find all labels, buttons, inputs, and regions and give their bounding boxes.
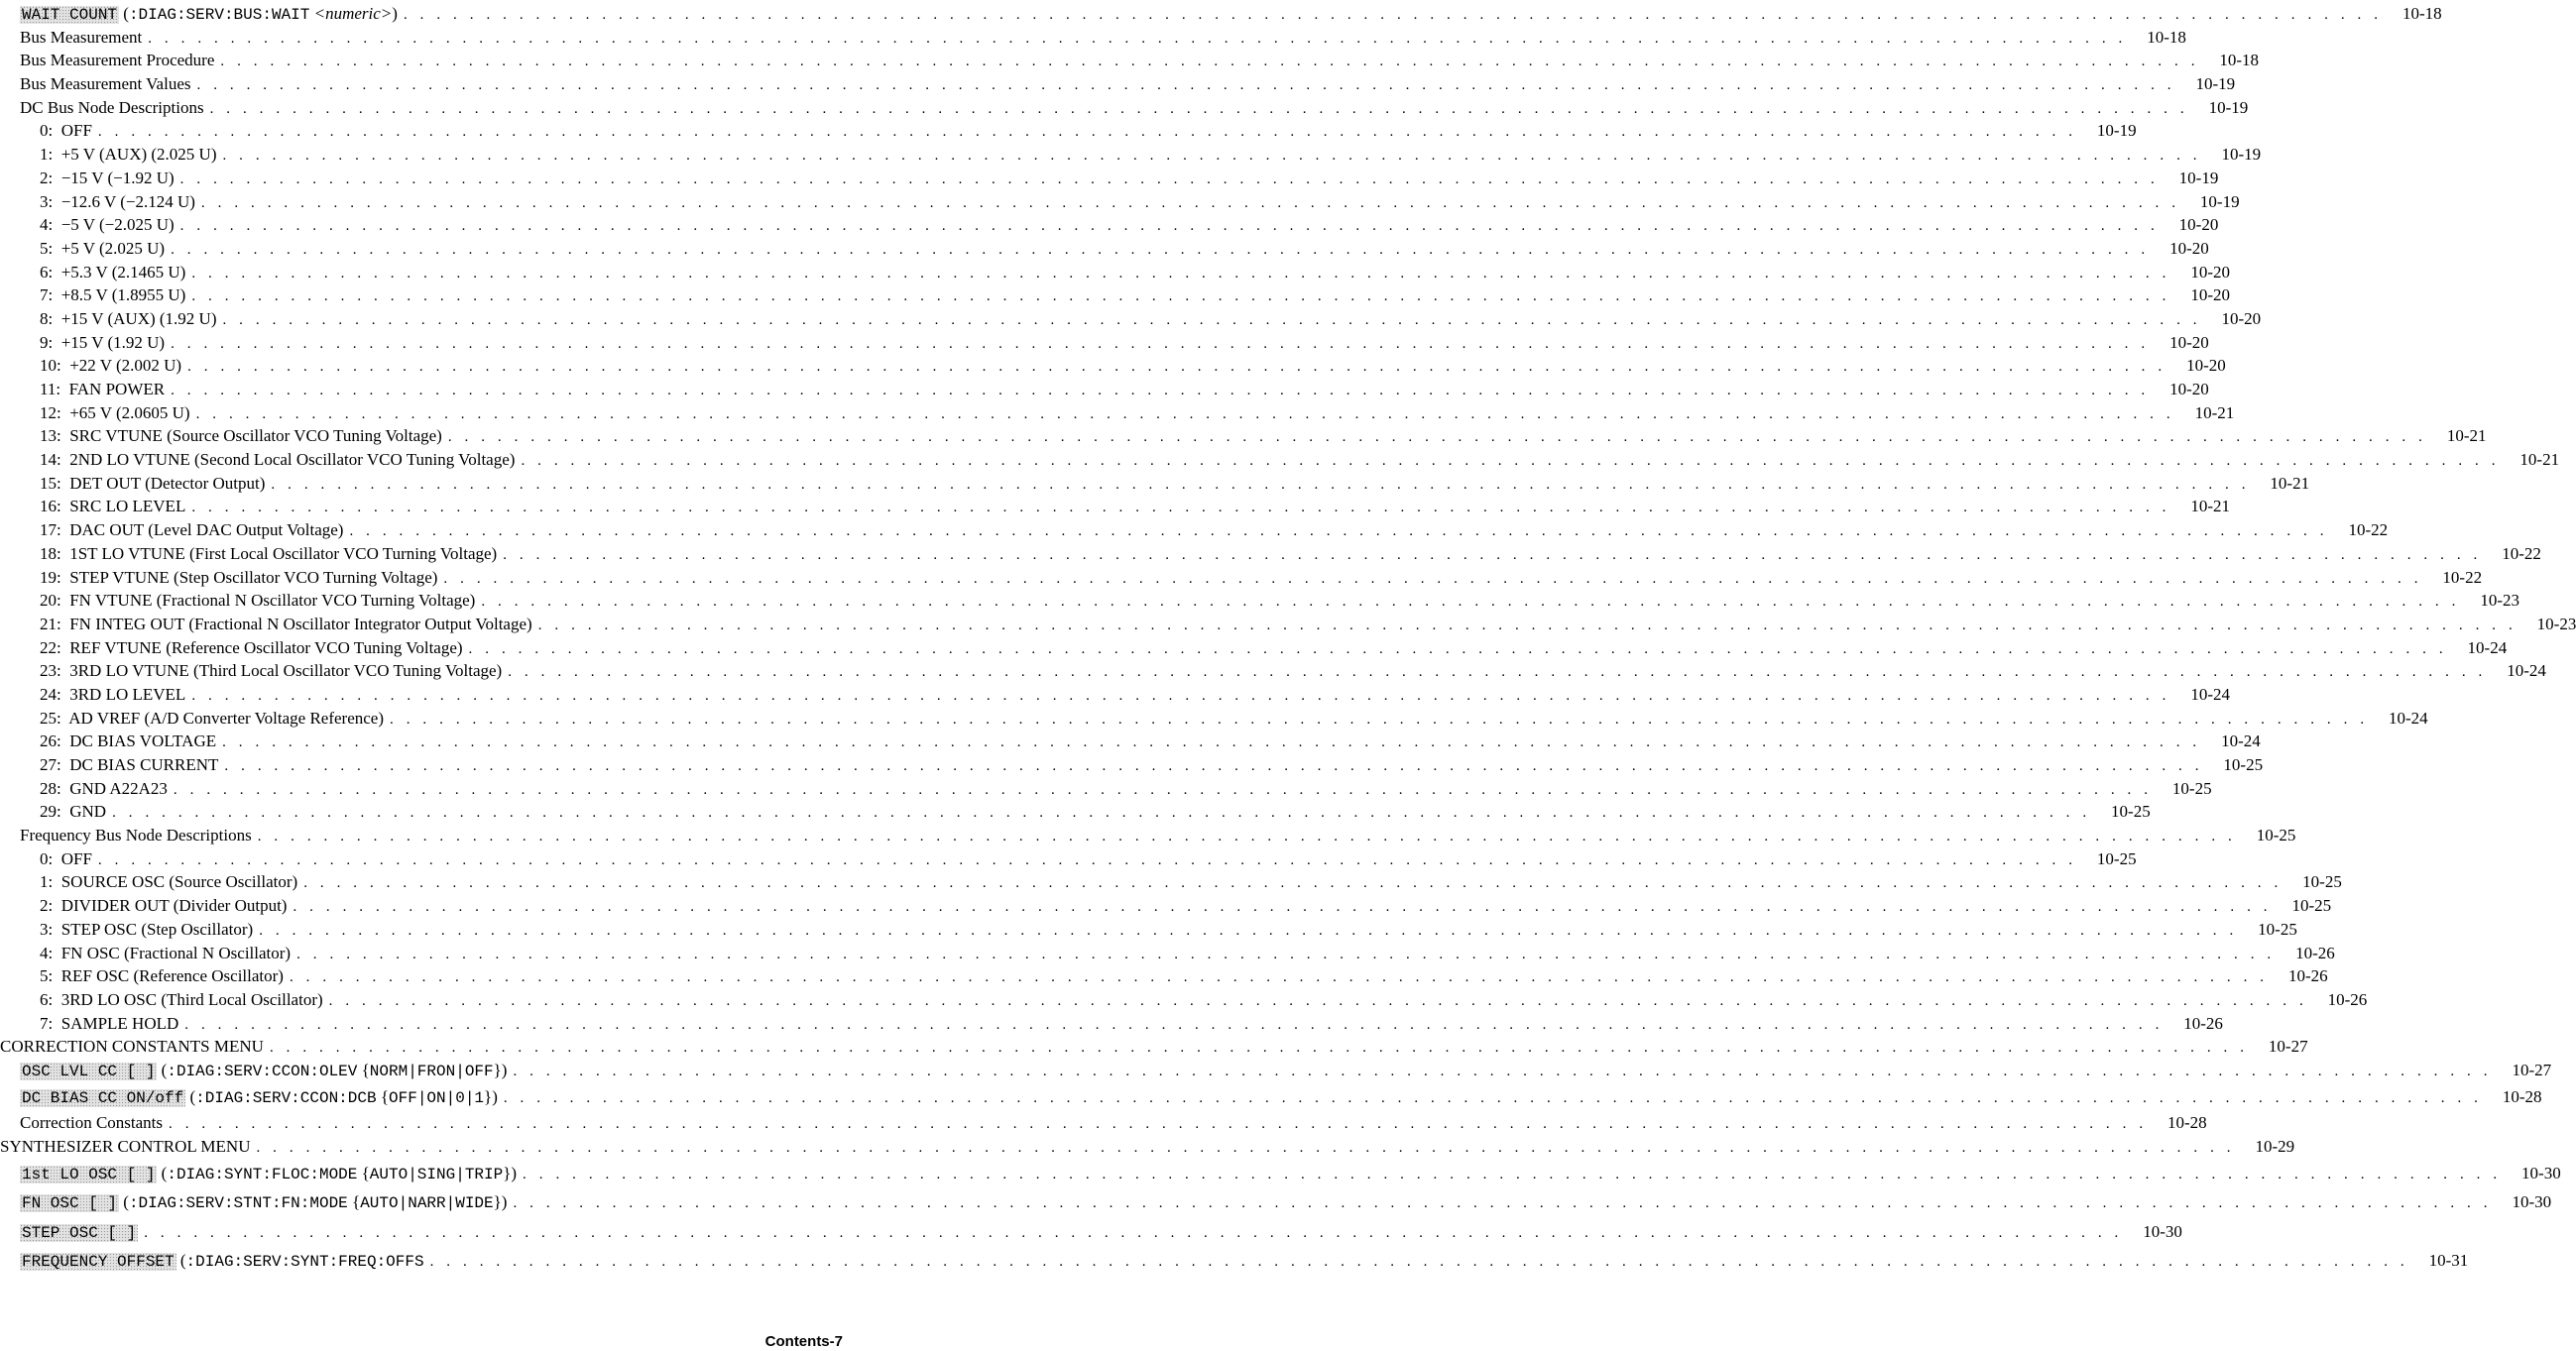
- page-number: 10-18: [2147, 27, 2186, 47]
- toc-entry-title: [40, 847, 92, 871]
- toc-entry-title: [20, 2, 398, 28]
- toc-entry-title: [40, 448, 515, 472]
- toc-entry: [0, 1187, 2552, 1217]
- leader-dots: . . . . . . . . . . . . . . . . . . . . . . . . . . . . . . . . . . . . . . . . . . . . . . . . . . . . . . . . . . . . . . . . . . . . . . . . . . . . . . . . . . . . . . . . . . . . . . . . . . . . . . . . . . . . . . . . . . . . . . . .: [390, 711, 2369, 728]
- toc-entry-title: [0, 1035, 264, 1059]
- toc-entry: [0, 26, 2186, 50]
- leader-dots: . . . . . . . . . . . . . . . . . . . . . . . . . . . . . . . . . . . . . . . . . . . . . . . . . . . . . . . . . . . . . . . . . . . . . . . . . . . . . . . . . . . . . . . . . . . . . . . . . . . . . . . . . . . . . . . . . . . . . . . .: [523, 1166, 2502, 1182]
- leader-dots: . . . . . . . . . . . . . . . . . . . . . . . . . . . . . . . . . . . . . . . . . . . . . . . . . . . . . . . . . . . . . . . . . . . . . . . . . . . . . . . . . . . . . . . . . . . . . . . . . . . . . . . . . . . . . . . . . . . . . . . .: [293, 899, 2273, 916]
- leader-dots: . . . . . . . . . . . . . . . . . . . . . . . . . . . . . . . . . . . . . . . . . . . . . . . . . . . . . . . . . . . . . . . . . . . . . . . . . . . . . . . . . . . . . . . . . . . . . . . . . . . . . . . . . . . . . . . . . . . . . . . .: [468, 640, 2448, 657]
- toc-entry: [0, 707, 2428, 731]
- page-number: 10-25: [2258, 919, 2297, 939]
- toc-entry: [0, 49, 2260, 72]
- toc-entry: [0, 378, 2209, 401]
- leader-dots: . . . . . . . . . . . . . . . . . . . . . . . . . . . . . . . . . . . . . . . . . . . . . . . . . . . . . . . . . . . . . . . . . . . . . . . . . . . . . . . . . . . . . . . . . . . . . . . . . . . . . . . . . . . . . . . . . . . . . . . .: [537, 617, 2517, 633]
- toc-entry-title: [20, 1246, 424, 1278]
- entry-text-text2: {: [357, 1163, 370, 1182]
- toc-entry-title: [40, 518, 343, 542]
- toc-entry-title: [40, 753, 218, 777]
- entry-text-mono: :DIAG:SYNT:FLOC:MODE: [167, 1165, 358, 1183]
- page-number: 10-21: [2519, 450, 2560, 470]
- leader-dots: . . . . . . . . . . . . . . . . . . . . . . . . . . . . . . . . . . . . . . . . . . . . . . . . . . . . . . . . . . . . . . . . . . . . . . . . . . . . . . . . . . . . . . . . . . . . . . . . . . . . . . . . . . . . . . . . . . . . . . . .: [269, 1040, 2249, 1057]
- leader-dots: . . . . . . . . . . . . . . . . . . . . . . . . . . . . . . . . . . . . . . . . . . . . . . . . . . . . . . . . . . . . . . . . . . . . . . . . . . . . . . . . . . . . . . . . . . . . . . . . . . . . . . . . . . . . . . . . . . . . . . . .: [179, 218, 2160, 235]
- leader-dots: . . . . . . . . . . . . . . . . . . . . . . . . . . . . . . . . . . . . . . . . . . . . . . . . . . . . . . . . . . . . . . . . . . . . . . . . . . . . . . . . . . . . . . . . . . . . . . . . . . . . . . . . . . . . . . . . . . . . . . . .: [191, 687, 2170, 704]
- toc-entry-title: [20, 1187, 507, 1219]
- leader-dots: . . . . . . . . . . . . . . . . . . . . . . . . . . . . . . . . . . . . . . . . . . . . . . . . . . . . . . . . . . . . . . . . . . . . . . . . . . . . . . . . . . . . . . . . . . . . . . . . . . . . . . . . . . . . . . . . . . . . . . . .: [191, 265, 2170, 281]
- page-number: 10-19: [2221, 145, 2262, 165]
- entry-text-text: Bus Measurement Procedure: [20, 51, 215, 70]
- toc-entry: [0, 237, 2209, 261]
- toc-entry-title: [40, 424, 442, 448]
- entry-text-text: 11: FAN POWER: [40, 380, 166, 398]
- entry-text-tail: }): [493, 1060, 508, 1079]
- entry-text-tail: ): [392, 4, 398, 23]
- toc-entry-title: [40, 190, 195, 214]
- toc-entry-title: [40, 1012, 178, 1036]
- page-number: 10-25: [2111, 802, 2151, 822]
- page-number: 10-25: [2096, 848, 2137, 868]
- toc-entry-title: [40, 659, 502, 683]
- toc-entry-title: [40, 401, 190, 425]
- toc-entry: [0, 777, 2212, 801]
- page-number: 10-22: [2442, 567, 2483, 587]
- toc-entry-title: [40, 777, 168, 801]
- entry-text-tail: }): [503, 1163, 518, 1182]
- toc-entry: [0, 448, 2560, 472]
- toc-entry-title: [40, 566, 437, 590]
- page-number: 10-20: [2221, 308, 2262, 328]
- leader-dots: . . . . . . . . . . . . . . . . . . . . . . . . . . . . . . . . . . . . . . . . . . . . . . . . . . . . . . . . . . . . . . . . . . . . . . . . . . . . . . . . . . . . . . . . . . . . . . . . . . . . . . . . . . . . . . . . . . . . . . . .: [271, 476, 2251, 493]
- page-number: 10-26: [2295, 943, 2335, 962]
- page-number: 10-25: [2256, 826, 2296, 845]
- entry-text-mono: :DIAG:SERV:CCON:OLEV: [167, 1062, 358, 1080]
- entry-text-text: SYNTHESIZER CONTROL MENU: [0, 1136, 251, 1156]
- toc-entry: [0, 1246, 2469, 1276]
- page-number: 10-31: [2428, 1251, 2469, 1270]
- leader-dots: . . . . . . . . . . . . . . . . . . . . . . . . . . . . . . . . . . . . . . . . . . . . . . . . . . . . . . . . . . . . . . . . . . . . . . . . . . . . . . . . . . . . . . . . . . . . . . . . . . . . . . . . . . . . . . . . . . . . . . . .: [224, 758, 2204, 774]
- page-number: 10-26: [2327, 989, 2368, 1009]
- leader-dots: . . . . . . . . . . . . . . . . . . . . . . . . . . . . . . . . . . . . . . . . . . . . . . . . . . . . . . . . . . . . . . . . . . . . . . . . . . . . . . . . . . . . . . . . . . . . . . . . . . . . . . . . . . . . . . . . . . . . . . . .: [97, 851, 2077, 868]
- entry-text-text: (: [185, 1086, 196, 1106]
- toc-entry-title: [40, 283, 185, 307]
- entry-text-text: (: [119, 4, 129, 23]
- entry-text-text: 17: DAC OUT (Level DAC Output Voltage): [40, 520, 344, 540]
- leader-dots: . . . . . . . . . . . . . . . . . . . . . . . . . . . . . . . . . . . . . . . . . . . . . . . . . . . . . . . . . . . . . . . . . . . . . . . . . . . . . . . . . . . . . . . . . . . . . . . . . . . . . . . . . . . . . . . . . . . . . . . .: [195, 405, 2175, 422]
- page-number: 10-25: [2302, 872, 2342, 892]
- page-number: 10-20: [2190, 285, 2230, 305]
- entry-text-text: DC Bus Node Descriptions: [20, 97, 204, 117]
- entry-text-mono2: OFF|ON|0|1: [389, 1088, 485, 1107]
- entry-text-text: 14: 2ND LO VTUNE (Second Local Oscillator VCO Tuning Voltage): [40, 450, 516, 470]
- page-number: 10-30: [2143, 1221, 2182, 1241]
- entry-text-text: 21: FN INTEG OUT (Fractional N Oscillator Integrator Output Voltage): [40, 614, 532, 633]
- toc-entry-title: [20, 1082, 498, 1114]
- entry-text-text: 28: GND A22A23: [40, 778, 168, 798]
- entry-text-mono2: NORM|FRON|OFF: [369, 1062, 494, 1080]
- toc-entry: [0, 1111, 2207, 1135]
- leader-dots: . . . . . . . . . . . . . . . . . . . . . . . . . . . . . . . . . . . . . . . . . . . . . . . . . . . . . . . . . . . . . . . . . . . . . . . . . . . . . . . . . . . . . . . . . . . . . . . . . . . . . . . . . . . . . . . . . . . . . . . .: [259, 922, 2238, 939]
- leader-dots: . . . . . . . . . . . . . . . . . . . . . . . . . . . . . . . . . . . . . . . . . . . . . . . . . . . . . . . . . . . . . . . . . . . . . . . . . . . . . . . . . . . . . . . . . . . . . . . . . . . . . . . . . . . . . . . . . . . . . . . .: [171, 241, 2150, 258]
- softkey-label: DC BIAS CC ON/off: [22, 1088, 184, 1107]
- page-number: 10-20: [2186, 356, 2226, 376]
- page-number: 10-20: [2178, 215, 2219, 235]
- toc-entry: [0, 307, 2262, 331]
- leader-dots: . . . . . . . . . . . . . . . . . . . . . . . . . . . . . . . . . . . . . . . . . . . . . . . . . . . . . . . . . . . . . . . . . . . . . . . . . . . . . . . . . . . . . . . . . . . . . . . . . . . . . . . . . . . . . . . . . . . . . . . .: [222, 311, 2202, 328]
- toc-entry-title: [40, 237, 165, 261]
- toc-entry: [0, 894, 2332, 918]
- entry-text-italic: <numeric>: [309, 4, 393, 23]
- leader-dots: . . . . . . . . . . . . . . . . . . . . . . . . . . . . . . . . . . . . . . . . . . . . . . . . . . . . . . . . . . . . . . . . . . . . . . . . . . . . . . . . . . . . . . . . . . . . . . . . . . . . . . . . . . . . . . . . . . . . . . . .: [222, 734, 2201, 751]
- leader-dots: . . . . . . . . . . . . . . . . . . . . . . . . . . . . . . . . . . . . . . . . . . . . . . . . . . . . . . . . . . . . . . . . . . . . . . . . . . . . . . . . . . . . . . . . . . . . . . . . . . . . . . . . . . . . . . . . . . . . . . . .: [191, 500, 2170, 516]
- toc-entry-title: [20, 1111, 163, 1135]
- page-number: 10-23: [2480, 591, 2519, 611]
- entry-text-text: 20: FN VTUNE (Fractional N Oscillator VCO Turning Voltage): [40, 591, 476, 611]
- entry-text-text: 2: −15 V (−1.92 U): [40, 168, 175, 187]
- toc-entry: [0, 824, 2296, 847]
- page-number: 10-21: [2190, 497, 2230, 516]
- entry-text-text: 24: 3RD LO LEVEL: [40, 684, 186, 704]
- leader-dots: . . . . . . . . . . . . . . . . . . . . . . . . . . . . . . . . . . . . . . . . . . . . . . . . . . . . . . . . . . . . . . . . . . . . . . . . . . . . . . . . . . . . . . . . . . . . . . . . . . . . . . . . . . . . . . . . . . . . . . . .: [97, 124, 2077, 141]
- toc-entry-title: [40, 378, 165, 401]
- entry-text-mono: :DIAG:SERV:BUS:WAIT: [128, 6, 310, 24]
- entry-text-text: 4: −5 V (−2.025 U): [40, 215, 175, 235]
- toc-entry: [0, 401, 2235, 425]
- page-number: 10-20: [2169, 380, 2209, 398]
- page-number: 10-24: [2389, 708, 2428, 728]
- entry-text-text: 10: +22 V (2.002 U): [40, 356, 182, 376]
- toc-entry: [0, 988, 2368, 1012]
- toc-entry: [0, 753, 2264, 777]
- toc-entry-title: [40, 964, 284, 988]
- leader-dots: . . . . . . . . . . . . . . . . . . . . . . . . . . . . . . . . . . . . . . . . . . . . . . . . . . . . . . . . . . . . . . . . . . . . . . . . . . . . . . . . . . . . . . . . . . . . . . . . . . . . . . . . . . . . . . . . . . . . . . . .: [257, 829, 2237, 845]
- entry-text-text: 0: OFF: [40, 848, 92, 868]
- leader-dots: . . . . . . . . . . . . . . . . . . . . . . . . . . . . . . . . . . . . . . . . . . . . . . . . . . . . . . . . . . . . . . . . . . . . . . . . . . . . . . . . . . . . . . . . . . . . . . . . . . . . . . . . . . . . . . . . . . . . . . . .: [328, 992, 2308, 1009]
- page-number: 10-22: [2348, 520, 2389, 540]
- entry-text-text: 4: FN OSC (Fractional N Oscillator): [40, 943, 292, 962]
- leader-dots: . . . . . . . . . . . . . . . . . . . . . . . . . . . . . . . . . . . . . . . . . . . . . . . . . . . . . . . . . . . . . . . . . . . . . . . . . . . . . . . . . . . . . . . . . . . . . . . . . . . . . . . . . . . . . . . . . . . . . . . .: [187, 359, 2166, 376]
- entry-text-text: 8: +15 V (AUX) (1.92 U): [40, 308, 217, 328]
- toc-entry-title: [20, 26, 142, 50]
- entry-text-text: 23: 3RD LO VTUNE (Third Local Oscillator VCO Tuning Voltage): [40, 661, 503, 681]
- toc-entry-title: [40, 988, 323, 1012]
- entry-text-text: 26: DC BIAS VOLTAGE: [40, 732, 217, 751]
- entry-text-mono: :DIAG:SERV:SYNT:FREQ:OFFS: [185, 1253, 424, 1271]
- toc-entry: [0, 1135, 2295, 1159]
- entry-text-text: 7: SAMPLE HOLD: [40, 1013, 179, 1033]
- entry-text-text: 18: 1ST LO VTUNE (First Local Oscillator VCO Turning Voltage): [40, 543, 498, 563]
- toc-entry-title: [40, 331, 165, 355]
- page-number: 10-25: [2291, 896, 2332, 916]
- entry-text-mono: :DIAG:SERV:STNT:FN:MODE: [128, 1194, 348, 1212]
- entry-text-text: 6: 3RD LO OSC (Third Local Oscillator): [40, 989, 323, 1009]
- leader-dots: . . . . . . . . . . . . . . . . . . . . . . . . . . . . . . . . . . . . . . . . . . . . . . . . . . . . . . . . . . . . . . . . . . . . . . . . . . . . . . . . . . . . . . . . . . . . . . . . . . . . . . . . . . . . . . . . . . . . . . . .: [209, 100, 2189, 117]
- page-number: 10-19: [2199, 191, 2240, 211]
- toc-entry: [0, 566, 2483, 590]
- leader-dots: . . . . . . . . . . . . . . . . . . . . . . . . . . . . . . . . . . . . . . . . . . . . . . . . . . . . . . . . . . . . . . . . . . . . . . . . . . . . . . . . . . . . . . . . . . . . . . . . . . . . . . . . . . . . . . . . . . . . . . . .: [220, 54, 2200, 70]
- toc-entry: [0, 800, 2151, 824]
- toc-entry: [0, 261, 2230, 284]
- entry-text-tail: }): [484, 1086, 498, 1106]
- toc-entry-title: [40, 707, 384, 731]
- entry-text-text: (: [157, 1060, 168, 1079]
- leader-dots: . . . . . . . . . . . . . . . . . . . . . . . . . . . . . . . . . . . . . . . . . . . . . . . . . . . . . . . . . . . . . . . . . . . . . . . . . . . . . . . . . . . . . . . . . . . . . . . . . . . . . . . . . . . . . . . . . . . . . . . .: [222, 148, 2202, 165]
- page-number: 10-19: [2096, 121, 2137, 141]
- leader-dots: . . . . . . . . . . . . . . . . . . . . . . . . . . . . . . . . . . . . . . . . . . . . . . . . . . . . . . . . . . . . . . . . . . . . . . . . . . . . . . . . . . . . . . . . . . . . . . . . . . . . . . . . . . . . . . . . . . . . . . . .: [429, 1254, 2409, 1270]
- page-number: 10-25: [2171, 778, 2212, 798]
- leader-dots: . . . . . . . . . . . . . . . . . . . . . . . . . . . . . . . . . . . . . . . . . . . . . . . . . . . . . . . . . . . . . . . . . . . . . . . . . . . . . . . . . . . . . . . . . . . . . . . . . . . . . . . . . . . . . . . . . . . . . . . .: [191, 288, 2170, 305]
- leader-dots: . . . . . . . . . . . . . . . . . . . . . . . . . . . . . . . . . . . . . . . . . . . . . . . . . . . . . . . . . . . . . . . . . . . . . . . . . . . . . . . . . . . . . . . . . . . . . . . . . . . . . . . . . . . . . . . . . . . . . . . .: [503, 546, 2482, 563]
- page-footer: Contents-7: [764, 1333, 843, 1350]
- page-number: 10-27: [2512, 1060, 2552, 1079]
- toc-entry: [0, 636, 2508, 660]
- toc-entry-title: [20, 824, 252, 847]
- leader-dots: . . . . . . . . . . . . . . . . . . . . . . . . . . . . . . . . . . . . . . . . . . . . . . . . . . . . . . . . . . . . . . . . . . . . . . . . . . . . . . . . . . . . . . . . . . . . . . . . . . . . . . . . . . . . . . . . . . . . . . . .: [503, 1089, 2483, 1106]
- toc-entry: [0, 659, 2546, 683]
- toc-entry: [0, 870, 2342, 894]
- leader-dots: . . . . . . . . . . . . . . . . . . . . . . . . . . . . . . . . . . . . . . . . . . . . . . . . . . . . . . . . . . . . . . . . . . . . . . . . . . . . . . . . . . . . . . . . . . . . . . . . . . . . . . . . . . . . . . . . . . . . . . . .: [447, 429, 2427, 446]
- toc-entry-title: [40, 870, 297, 894]
- page-number: 10-20: [2190, 262, 2230, 281]
- toc-entry: [0, 730, 2261, 753]
- toc-entry-title: [40, 942, 291, 965]
- toc-entry: [0, 72, 2236, 96]
- toc-entry: [0, 589, 2519, 613]
- toc-entry: [0, 190, 2240, 214]
- page-number: 10-30: [2521, 1163, 2561, 1182]
- toc-entry-title: [40, 167, 175, 190]
- page-number: 10-20: [2169, 238, 2209, 258]
- toc-entry: [0, 1159, 2561, 1188]
- page-number: 10-29: [2255, 1136, 2295, 1156]
- toc-entry-title: [20, 1159, 517, 1190]
- entry-text-text: 3: −12.6 V (−2.124 U): [40, 191, 195, 211]
- toc-entry: [0, 424, 2487, 448]
- entry-text-text: 15: DET OUT (Detector Output): [40, 473, 266, 493]
- leader-dots: . . . . . . . . . . . . . . . . . . . . . . . . . . . . . . . . . . . . . . . . . . . . . . . . . . . . . . . . . . . . . . . . . . . . . . . . . . . . . . . . . . . . . . . . . . . . . . . . . . . . . . . . . . . . . . . . . . . . . . . .: [112, 805, 2091, 822]
- toc-entry-title: [40, 261, 185, 284]
- leader-dots: . . . . . . . . . . . . . . . . . . . . . . . . . . . . . . . . . . . . . . . . . . . . . . . . . . . . . . . . . . . . . . . . . . . . . . . . . . . . . . . . . . . . . . . . . . . . . . . . . . . . . . . . . . . . . . . . . . . . . . . .: [144, 1224, 2123, 1241]
- page-number: 10-30: [2512, 1192, 2552, 1211]
- toc-entry-title: [40, 542, 497, 566]
- entry-text-text: Frequency Bus Node Descriptions: [20, 826, 252, 845]
- page-number: 10-23: [2536, 614, 2576, 633]
- entry-text-text: 3: STEP OSC (Step Oscillator): [40, 919, 254, 939]
- toc-entry-title: [40, 613, 532, 636]
- toc-entry: [0, 283, 2230, 307]
- toc-entry: [0, 1012, 2223, 1036]
- entry-text-text: (: [157, 1163, 168, 1182]
- leader-dots: . . . . . . . . . . . . . . . . . . . . . . . . . . . . . . . . . . . . . . . . . . . . . . . . . . . . . . . . . . . . . . . . . . . . . . . . . . . . . . . . . . . . . . . . . . . . . . . . . . . . . . . . . . . . . . . . . . . . . . . .: [513, 1195, 2493, 1211]
- entry-text-text: Correction Constants: [20, 1113, 164, 1133]
- entry-text-text2: {: [376, 1086, 390, 1106]
- leader-dots: . . . . . . . . . . . . . . . . . . . . . . . . . . . . . . . . . . . . . . . . . . . . . . . . . . . . . . . . . . . . . . . . . . . . . . . . . . . . . . . . . . . . . . . . . . . . . . . . . . . . . . . . . . . . . . . . . . . . . . . .: [508, 664, 2487, 681]
- toc-entry: [0, 847, 2137, 871]
- toc-entry: [0, 1059, 2552, 1082]
- toc-entry-title: [40, 636, 463, 660]
- page-number: 10-26: [2287, 966, 2328, 986]
- entry-text-text: 6: +5.3 V (2.1465 U): [40, 262, 186, 281]
- leader-dots: . . . . . . . . . . . . . . . . . . . . . . . . . . . . . . . . . . . . . . . . . . . . . . . . . . . . . . . . . . . . . . . . . . . . . . . . . . . . . . . . . . . . . . . . . . . . . . . . . . . . . . . . . . . . . . . . . . . . . . . .: [171, 383, 2150, 398]
- entry-text-text: 27: DC BIAS CURRENT: [40, 755, 219, 774]
- toc-entry: [0, 918, 2297, 942]
- page-number: 10-24: [2507, 661, 2546, 681]
- entry-text-tail: }): [493, 1192, 508, 1211]
- entry-text-text: 25: AD VREF (A/D Converter Voltage Reference): [40, 708, 385, 728]
- toc-entry-title: [40, 589, 475, 613]
- page-number: 10-21: [2446, 426, 2487, 446]
- toc-entry: [0, 119, 2137, 143]
- entry-text-text: 0: OFF: [40, 121, 92, 141]
- page-number: 10-18: [2401, 4, 2442, 23]
- toc-entry: [0, 1217, 2182, 1247]
- toc-entry: [0, 213, 2219, 237]
- toc-entry: [0, 542, 2541, 566]
- entry-text-text: 1: +5 V (AUX) (2.025 U): [40, 145, 217, 165]
- toc-entry: [0, 1082, 2542, 1112]
- leader-dots: . . . . . . . . . . . . . . . . . . . . . . . . . . . . . . . . . . . . . . . . . . . . . . . . . . . . . . . . . . . . . . . . . . . . . . . . . . . . . . . . . . . . . . . . . . . . . . . . . . . . . . . . . . . . . . . . . . . . . . . .: [184, 1016, 2164, 1033]
- table-of-contents: [0, 2, 2576, 1276]
- entry-text-text: 12: +65 V (2.0605 U): [40, 402, 190, 422]
- entry-text-text: 2: DIVIDER OUT (Divider Output): [40, 896, 288, 916]
- toc-entry: [0, 2, 2442, 26]
- entry-text-text: 1: SOURCE OSC (Source Oscillator): [40, 872, 298, 892]
- toc-entry: [0, 472, 2310, 496]
- toc-entry-title: [20, 49, 214, 72]
- toc-entry: [0, 942, 2335, 965]
- leader-dots: . . . . . . . . . . . . . . . . . . . . . . . . . . . . . . . . . . . . . . . . . . . . . . . . . . . . . . . . . . . . . . . . . . . . . . . . . . . . . . . . . . . . . . . . . . . . . . . . . . . . . . . . . . . . . . . . . . . . . . . .: [443, 570, 2423, 587]
- page-number: 10-28: [2502, 1086, 2542, 1106]
- toc-entry-title: [40, 307, 216, 331]
- page-number: 10-21: [2270, 473, 2310, 493]
- entry-text-text: CORRECTION CONSTANTS MENU: [0, 1037, 264, 1057]
- toc-entry-title: [40, 495, 185, 518]
- softkey-label: WAIT COUNT: [22, 6, 118, 24]
- leader-dots: . . . . . . . . . . . . . . . . . . . . . . . . . . . . . . . . . . . . . . . . . . . . . . . . . . . . . . . . . . . . . . . . . . . . . . . . . . . . . . . . . . . . . . . . . . . . . . . . . . . . . . . . . . . . . . . . . . . . . . . .: [200, 194, 2180, 211]
- toc-entry-title: [20, 96, 204, 120]
- toc-entry: [0, 495, 2230, 518]
- entry-text-text: 19: STEP VTUNE (Step Oscillator VCO Turning Voltage): [40, 567, 438, 587]
- leader-dots: . . . . . . . . . . . . . . . . . . . . . . . . . . . . . . . . . . . . . . . . . . . . . . . . . . . . . . . . . . . . . . . . . . . . . . . . . . . . . . . . . . . . . . . . . . . . . . . . . . . . . . . . . . . . . . . . . . . . . . . .: [521, 453, 2501, 470]
- entry-text-mono2: AUTO|NARR|WIDE: [360, 1194, 494, 1212]
- page-number: 10-24: [2221, 732, 2261, 751]
- softkey-label: 1st LO OSC [ ]: [22, 1165, 156, 1183]
- toc-entry-title: [40, 143, 216, 167]
- entry-text-mono: :DIAG:SERV:CCON:DCB: [195, 1088, 377, 1107]
- entry-text-text: (: [119, 1192, 129, 1211]
- toc-entry: [0, 1035, 2308, 1059]
- leader-dots: . . . . . . . . . . . . . . . . . . . . . . . . . . . . . . . . . . . . . . . . . . . . . . . . . . . . . . . . . . . . . . . . . . . . . . . . . . . . . . . . . . . . . . . . . . . . . . . . . . . . . . . . . . . . . . . . . . . . . . . .: [171, 335, 2150, 352]
- toc-entry: [0, 964, 2328, 988]
- entry-text-text: 13: SRC VTUNE (Source Oscillator VCO Tuning Voltage): [40, 426, 442, 446]
- toc-entry-title: [40, 800, 106, 824]
- page-number: 10-19: [2195, 74, 2236, 94]
- entry-text-text2: {: [357, 1060, 370, 1079]
- toc-entry-title: [20, 1217, 138, 1249]
- page-number: 10-24: [2190, 684, 2230, 704]
- leader-dots: . . . . . . . . . . . . . . . . . . . . . . . . . . . . . . . . . . . . . . . . . . . . . . . . . . . . . . . . . . . . . . . . . . . . . . . . . . . . . . . . . . . . . . . . . . . . . . . . . . . . . . . . . . . . . . . . . . . . . . . .: [296, 946, 2276, 962]
- toc-entry: [0, 613, 2576, 636]
- softkey-label: STEP OSC [ ]: [22, 1223, 137, 1242]
- entry-text-text: Bus Measurement: [20, 27, 143, 47]
- entry-text-text: 22: REF VTUNE (Reference Oscillator VCO Tuning Voltage): [40, 637, 463, 657]
- toc-entry: [0, 518, 2389, 542]
- page-number: 10-25: [2223, 755, 2264, 774]
- toc-entry-title: [20, 72, 191, 96]
- toc-entry-title: [20, 1059, 507, 1084]
- entry-text-text2: {: [347, 1192, 361, 1211]
- toc-entry: [0, 683, 2230, 707]
- page-number: 10-19: [2178, 168, 2219, 187]
- page-number: 10-20: [2169, 332, 2209, 352]
- leader-dots: . . . . . . . . . . . . . . . . . . . . . . . . . . . . . . . . . . . . . . . . . . . . . . . . . . . . . . . . . . . . . . . . . . . . . . . . . . . . . . . . . . . . . . . . . . . . . . . . . . . . . . . . . . . . . . . . . . . . . . . .: [196, 77, 2176, 94]
- page-number: 10-21: [2194, 402, 2235, 422]
- toc-entry-title: [40, 683, 185, 707]
- entry-text-text: 5: +5 V (2.025 U): [40, 238, 166, 258]
- leader-dots: . . . . . . . . . . . . . . . . . . . . . . . . . . . . . . . . . . . . . . . . . . . . . . . . . . . . . . . . . . . . . . . . . . . . . . . . . . . . . . . . . . . . . . . . . . . . . . . . . . . . . . . . . . . . . . . . . . . . . . . .: [289, 969, 2269, 986]
- leader-dots: . . . . . . . . . . . . . . . . . . . . . . . . . . . . . . . . . . . . . . . . . . . . . . . . . . . . . . . . . . . . . . . . . . . . . . . . . . . . . . . . . . . . . . . . . . . . . . . . . . . . . . . . . . . . . . . . . . . . . . . .: [169, 1116, 2148, 1133]
- leader-dots: . . . . . . . . . . . . . . . . . . . . . . . . . . . . . . . . . . . . . . . . . . . . . . . . . . . . . . . . . . . . . . . . . . . . . . . . . . . . . . . . . . . . . . . . . . . . . . . . . . . . . . . . . . . . . . . . . . . . . . . .: [256, 1139, 2236, 1156]
- leader-dots: . . . . . . . . . . . . . . . . . . . . . . . . . . . . . . . . . . . . . . . . . . . . . . . . . . . . . . . . . . . . . . . . . . . . . . . . . . . . . . . . . . . . . . . . . . . . . . . . . . . . . . . . . . . . . . . . . . . . . . . .: [349, 523, 2329, 540]
- softkey-label: FREQUENCY OFFSET: [22, 1253, 175, 1271]
- toc-entry-title: [40, 472, 265, 496]
- entry-text-text: Bus Measurement Values: [20, 74, 191, 94]
- leader-dots: . . . . . . . . . . . . . . . . . . . . . . . . . . . . . . . . . . . . . . . . . . . . . . . . . . . . . . . . . . . . . . . . . . . . . . . . . . . . . . . . . . . . . . . . . . . . . . . . . . . . . . . . . . . . . . . . . . . . . . . .: [481, 594, 2460, 611]
- page-number: 10-27: [2268, 1037, 2308, 1057]
- toc-entry: [0, 354, 2226, 378]
- entry-text-mono2: AUTO|SING|TRIP: [369, 1165, 504, 1183]
- toc-entry-title: [40, 894, 287, 918]
- entry-text-text: 29: GND: [40, 802, 107, 822]
- toc-entry: [0, 143, 2262, 167]
- page-number: 10-19: [2208, 97, 2249, 117]
- page-number: 10-28: [2167, 1113, 2207, 1133]
- toc-entry: [0, 331, 2209, 355]
- toc-entry: [0, 167, 2219, 190]
- toc-entry-title: [40, 119, 92, 143]
- leader-dots: . . . . . . . . . . . . . . . . . . . . . . . . . . . . . . . . . . . . . . . . . . . . . . . . . . . . . . . . . . . . . . . . . . . . . . . . . . . . . . . . . . . . . . . . . . . . . . . . . . . . . . . . . . . . . . . . . . . . . . . .: [173, 781, 2153, 798]
- toc-entry-title: [40, 730, 216, 753]
- page-number: 10-26: [2183, 1013, 2223, 1033]
- page-number: 10-22: [2502, 543, 2541, 563]
- page-number: 10-18: [2219, 51, 2260, 70]
- toc-entry: [0, 96, 2249, 120]
- toc-entry-title: [40, 354, 181, 378]
- entry-text-text: 5: REF OSC (Reference Oscillator): [40, 966, 284, 986]
- toc-entry-title: [40, 213, 175, 237]
- entry-text-text: 16: SRC LO LEVEL: [40, 497, 186, 516]
- softkey-label: OSC LVL CC [ ]: [22, 1062, 156, 1080]
- leader-dots: . . . . . . . . . . . . . . . . . . . . . . . . . . . . . . . . . . . . . . . . . . . . . . . . . . . . . . . . . . . . . . . . . . . . . . . . . . . . . . . . . . . . . . . . . . . . . . . . . . . . . . . . . . . . . . . . . . . . . . . .: [148, 30, 2127, 47]
- page-number: 10-24: [2467, 637, 2508, 657]
- toc-entry-title: [0, 1135, 250, 1159]
- entry-text-text: 9: +15 V (1.92 U): [40, 332, 166, 352]
- entry-text-text: 7: +8.5 V (1.8955 U): [40, 285, 186, 305]
- softkey-label: FN OSC [ ]: [22, 1194, 118, 1212]
- entry-text-text: (: [176, 1251, 186, 1270]
- leader-dots: . . . . . . . . . . . . . . . . . . . . . . . . . . . . . . . . . . . . . . . . . . . . . . . . . . . . . . . . . . . . . . . . . . . . . . . . . . . . . . . . . . . . . . . . . . . . . . . . . . . . . . . . . . . . . . . . . . . . . . . .: [403, 7, 2383, 23]
- leader-dots: . . . . . . . . . . . . . . . . . . . . . . . . . . . . . . . . . . . . . . . . . . . . . . . . . . . . . . . . . . . . . . . . . . . . . . . . . . . . . . . . . . . . . . . . . . . . . . . . . . . . . . . . . . . . . . . . . . . . . . . .: [513, 1063, 2493, 1079]
- leader-dots: . . . . . . . . . . . . . . . . . . . . . . . . . . . . . . . . . . . . . . . . . . . . . . . . . . . . . . . . . . . . . . . . . . . . . . . . . . . . . . . . . . . . . . . . . . . . . . . . . . . . . . . . . . . . . . . . . . . . . . . .: [303, 875, 2283, 892]
- leader-dots: . . . . . . . . . . . . . . . . . . . . . . . . . . . . . . . . . . . . . . . . . . . . . . . . . . . . . . . . . . . . . . . . . . . . . . . . . . . . . . . . . . . . . . . . . . . . . . . . . . . . . . . . . . . . . . . . . . . . . . . .: [179, 170, 2160, 187]
- toc-entry-title: [40, 918, 253, 942]
